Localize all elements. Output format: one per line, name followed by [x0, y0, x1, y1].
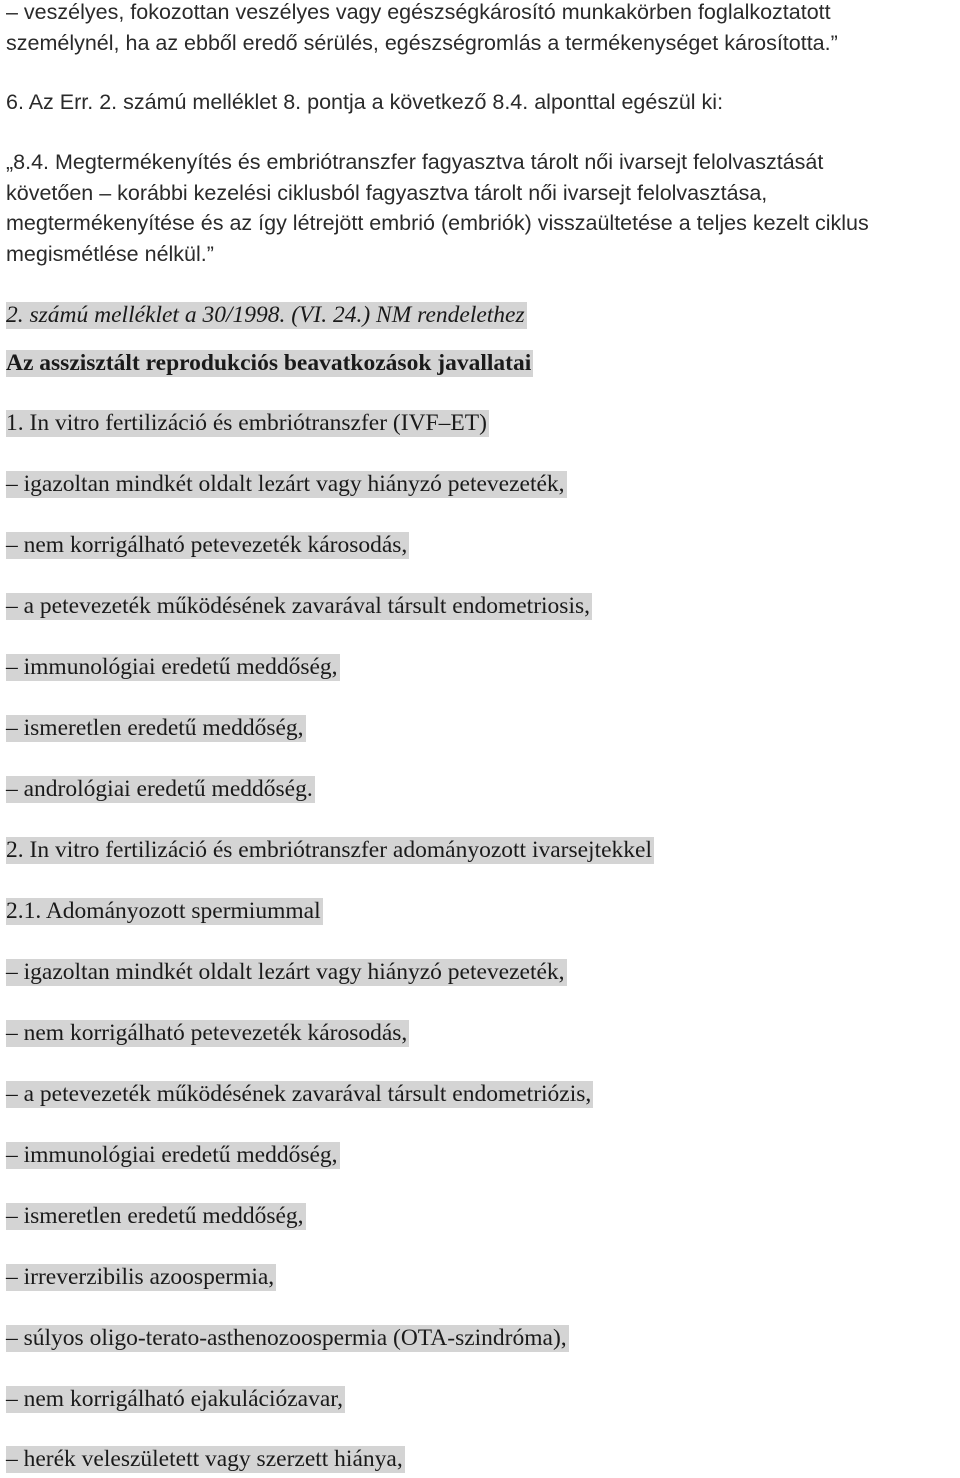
list-item-text: – andrológiai eredetű meddőség. [6, 776, 313, 802]
annex-title-text: Az asszisztált reprodukciós beavatkozások javallatai [6, 350, 532, 376]
list-item [6, 1142, 340, 1169]
list-item [6, 471, 567, 498]
subsection-heading-text: 2.1. Adományozott spermiummal [6, 898, 321, 924]
list-item [6, 1264, 276, 1291]
list-item [6, 715, 306, 742]
paragraph-line: megtermékenyítése és az így létrejött embrió (embriók) visszaültetése a teljes kezelt ciklus [6, 211, 869, 235]
paragraph-line: 6. Az Err. 2. számú melléklet 8. pontja a következő 8.4. alponttal egészül ki: [6, 90, 724, 114]
list-item-text: – nem korrigálható petevezeték károsodás, [6, 532, 408, 558]
list-item-text: – nem korrigálható petevezeték károsodás, [6, 1020, 408, 1046]
list-item [6, 959, 567, 986]
list-item-text: – igazoltan mindkét oldalt lezárt vagy hiányzó petevezeték, [6, 959, 565, 985]
list-item [6, 593, 592, 620]
paragraph-line: személynél, ha az ebből eredő sérülés, egészségromlás a termékenységet károsította.” [6, 31, 838, 55]
list-item [6, 1203, 306, 1230]
list-item [6, 532, 409, 559]
annex-reference-text: 2. számú melléklet a 30/1998. (VI. 24.) NM rendelethez [6, 302, 525, 328]
list-item-text: – súlyos oligo-terato-asthenozoospermia (OTA-szindróma), [6, 1325, 567, 1351]
list-item [6, 776, 315, 803]
list-item-text: – immunológiai eredetű meddőség, [6, 1142, 338, 1168]
list-item [6, 654, 340, 681]
annex-reference [6, 302, 527, 329]
annex-title [6, 350, 533, 377]
list-item-text: – igazoltan mindkét oldalt lezárt vagy hiányzó petevezeték, [6, 471, 565, 497]
section-heading-text: 2. In vitro fertilizáció és embriótranszfer adományozott ivarsejtekkel [6, 837, 652, 863]
list-item [6, 1446, 405, 1473]
list-item-text: – a petevezeték működésének zavarával társult endometriosis, [6, 593, 591, 619]
paragraph-line: megismétlése nélkül.” [6, 242, 214, 266]
list-item-text: – immunológiai eredetű meddőség, [6, 654, 338, 680]
list-item-text: – ismeretlen eredetű meddőség, [6, 1203, 304, 1229]
paragraph-line: „8.4. Megtermékenyítés és embriótranszfer fagyasztva tárolt női ivarsejt felolvasztását [6, 150, 824, 174]
list-item-text: – irreverzibilis azoospermia, [6, 1264, 275, 1290]
list-item-text: – herék veleszületett vagy szerzett hiánya, [6, 1446, 403, 1472]
section-heading [6, 837, 654, 864]
subsection-heading [6, 898, 323, 925]
list-item [6, 1386, 345, 1413]
list-item [6, 1081, 593, 1108]
paragraph-line: követően – korábbi kezelési ciklusból fagyasztva tárolt női ivarsejt felolvasztása, [6, 181, 768, 205]
paragraph-line: – veszélyes, fokozottan veszélyes vagy egészségkárosító munkakörben foglalkoztatott [6, 0, 831, 24]
list-item [6, 1020, 409, 1047]
list-item-text: – a petevezeték működésének zavarával társult endometriózis, [6, 1081, 592, 1107]
section-heading-text: 1. In vitro fertilizáció és embriótranszfer (IVF–ET) [6, 410, 487, 436]
list-item-text: – nem korrigálható ejakulációzavar, [6, 1386, 344, 1412]
section-heading [6, 410, 489, 437]
list-item-text: – ismeretlen eredetű meddőség, [6, 715, 304, 741]
list-item [6, 1325, 569, 1352]
